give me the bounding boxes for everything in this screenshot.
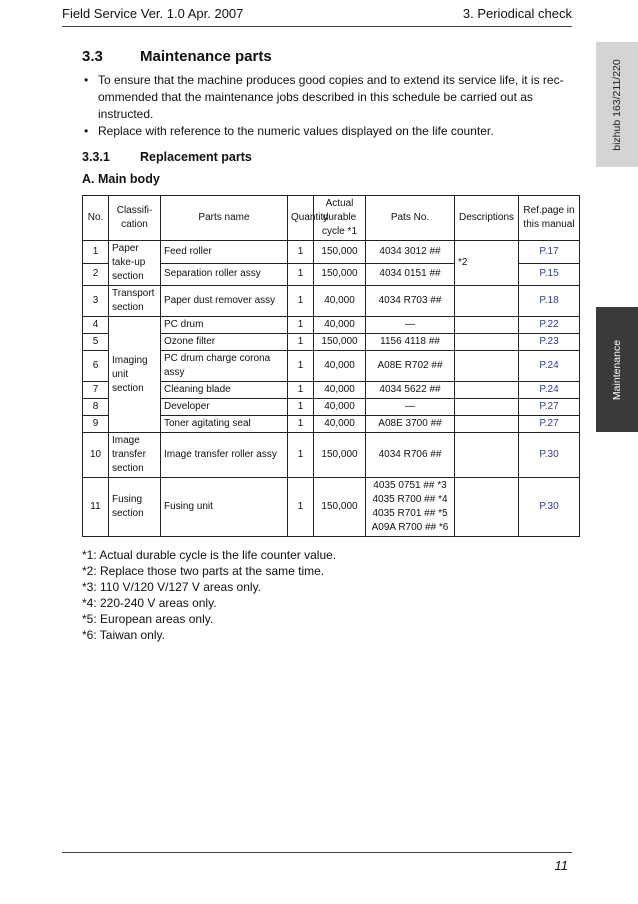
col-header-descriptions: Descriptions	[455, 196, 519, 241]
row-description	[455, 478, 519, 537]
row-parts-no: 4034 5622 ##	[366, 382, 455, 399]
row-ref-page: P.22	[519, 317, 580, 334]
row-classification: Imaging unit section	[109, 317, 161, 433]
instruction-item: • Replace with reference to the numeric values displayed on the life counter.	[82, 123, 582, 140]
section-side-tab-label: Maintenance	[611, 339, 623, 400]
row-no: 11	[83, 478, 109, 537]
row-quantity: 1	[288, 286, 314, 317]
footnote: *6: Taiwan only.	[82, 628, 165, 642]
row-description	[455, 382, 519, 399]
row-cycle: 40,000	[314, 286, 366, 317]
row-quantity: 1	[288, 382, 314, 399]
part-title: A. Main body	[82, 172, 160, 186]
col-header-parts-name: Parts name	[161, 196, 288, 241]
row-ref-page: P.15	[519, 263, 580, 286]
footnote: *2: Replace those two parts at the same time.	[82, 564, 325, 578]
row-quantity: 1	[288, 241, 314, 264]
row-classification: Image transfer section	[109, 433, 161, 478]
footnote: *3: 110 V/120 V/127 V areas only.	[82, 580, 262, 594]
row-quantity: 1	[288, 399, 314, 416]
col-header-ref-page: Ref.page in this manual	[519, 196, 580, 241]
section-side-tab	[596, 307, 638, 432]
row-cycle: 150,000	[314, 478, 366, 537]
row-parts-name: Cleaning blade	[161, 382, 288, 399]
header-rule	[62, 26, 572, 27]
row-parts-no: A08E R702 ##	[366, 351, 455, 382]
row-no: 9	[83, 416, 109, 433]
row-no: 6	[83, 351, 109, 382]
row-cycle: 40,000	[314, 399, 366, 416]
row-description: *2	[455, 241, 519, 286]
table-row	[83, 478, 580, 537]
subsection-title	[82, 150, 252, 164]
row-quantity: 1	[288, 433, 314, 478]
col-header-classification: Classifi-cation	[109, 196, 161, 241]
parts-no-line: 4035 R701 ## *5	[372, 508, 448, 519]
row-description	[455, 351, 519, 382]
row-parts-name: Feed roller	[161, 241, 288, 264]
row-classification: Fusing section	[109, 478, 161, 537]
row-description	[455, 286, 519, 317]
row-quantity: 1	[288, 317, 314, 334]
row-parts-no	[366, 478, 455, 537]
table-row	[83, 433, 580, 478]
row-parts-name: Fusing unit	[161, 478, 288, 537]
row-no: 2	[83, 263, 109, 286]
row-ref-page: P.24	[519, 382, 580, 399]
footnote: *1: Actual durable cycle is the life counter value.	[82, 548, 337, 562]
row-ref-page: P.27	[519, 399, 580, 416]
row-quantity: 1	[288, 478, 314, 537]
footnotes	[82, 547, 336, 643]
row-parts-no: —	[366, 399, 455, 416]
row-no: 8	[83, 399, 109, 416]
footer-rule	[62, 852, 572, 853]
row-no: 7	[83, 382, 109, 399]
row-description	[455, 317, 519, 334]
header-left: Field Service Ver. 1.0 Apr. 2007	[62, 6, 244, 21]
model-side-tab	[596, 42, 638, 167]
model-side-tab-label: bizhub 163/211/220	[611, 58, 623, 151]
row-description	[455, 433, 519, 478]
row-cycle: 40,000	[314, 416, 366, 433]
col-header-no: No.	[83, 196, 109, 241]
row-description	[455, 334, 519, 351]
row-parts-name: Paper dust remover assy	[161, 286, 288, 317]
row-cycle: 40,000	[314, 382, 366, 399]
subsection-title-text: Replacement parts	[140, 150, 252, 164]
section-title-text: Maintenance parts	[140, 48, 272, 65]
row-classification: Transport section	[109, 286, 161, 317]
instruction-list	[82, 72, 582, 140]
row-parts-name: Toner agitating seal	[161, 416, 288, 433]
row-ref-page: P.30	[519, 478, 580, 537]
instruction-item: • To ensure that the machine produces good copies and to extend its service life, it is rec-ommended that the maintenance jobs described in this schedule be carried out as instructed.	[82, 72, 582, 123]
row-parts-name: Ozone filter	[161, 334, 288, 351]
parts-no-line: 4035 R700 ## *4	[372, 494, 448, 505]
row-description	[455, 416, 519, 433]
row-description	[455, 399, 519, 416]
row-parts-name: PC drum charge corona assy	[161, 351, 288, 382]
row-quantity: 1	[288, 416, 314, 433]
row-cycle: 150,000	[314, 241, 366, 264]
footnote: *4: 220-240 V areas only.	[82, 596, 217, 610]
table-row	[83, 317, 580, 334]
row-ref-page: P.18	[519, 286, 580, 317]
row-no: 1	[83, 241, 109, 264]
row-parts-no: 1156 4118 ##	[366, 334, 455, 351]
row-no: 4	[83, 317, 109, 334]
row-no: 10	[83, 433, 109, 478]
subsection-number: 3.3.1	[82, 150, 110, 164]
header-right: 3. Periodical check	[462, 6, 572, 21]
row-parts-name: Developer	[161, 399, 288, 416]
row-cycle: 40,000	[314, 317, 366, 334]
row-ref-page: P.24	[519, 351, 580, 382]
row-quantity: 1	[288, 351, 314, 382]
table-row	[83, 241, 580, 264]
section-title	[82, 48, 272, 65]
row-ref-page: P.27	[519, 416, 580, 433]
row-parts-no: 4034 R703 ##	[366, 286, 455, 317]
col-header-cycle: Actual durable cycle *1	[314, 196, 366, 241]
parts-no-line: 4035 0751 ## *3	[373, 480, 447, 491]
row-parts-name: Image transfer roller assy	[161, 433, 288, 478]
row-parts-no: 4034 R706 ##	[366, 433, 455, 478]
col-header-parts-no: Pats No.	[366, 196, 455, 241]
row-cycle: 150,000	[314, 263, 366, 286]
page-number: 11	[554, 858, 568, 873]
row-parts-name: Separation roller assy	[161, 263, 288, 286]
row-parts-no: A08E 3700 ##	[366, 416, 455, 433]
table-row	[83, 286, 580, 317]
row-ref-page: P.17	[519, 241, 580, 264]
row-parts-name: PC drum	[161, 317, 288, 334]
table-header-row	[83, 196, 580, 241]
row-ref-page: P.23	[519, 334, 580, 351]
row-quantity: 1	[288, 334, 314, 351]
footnote: *5: European areas only.	[82, 612, 214, 626]
row-no: 5	[83, 334, 109, 351]
row-parts-no: —	[366, 317, 455, 334]
parts-no-line: A09A R700 ## *6	[371, 522, 449, 533]
row-ref-page: P.30	[519, 433, 580, 478]
section-number: 3.3	[82, 48, 103, 65]
row-parts-no: 4034 3012 ##	[366, 241, 455, 264]
row-cycle: 150,000	[314, 433, 366, 478]
col-header-quantity: Quantity	[288, 196, 314, 241]
row-cycle: 150,000	[314, 334, 366, 351]
row-no: 3	[83, 286, 109, 317]
row-parts-no: 4034 0151 ##	[366, 263, 455, 286]
row-quantity: 1	[288, 263, 314, 286]
replacement-parts-table	[82, 195, 580, 537]
row-cycle: 40,000	[314, 351, 366, 382]
row-classification: Paper take-up section	[109, 241, 161, 286]
